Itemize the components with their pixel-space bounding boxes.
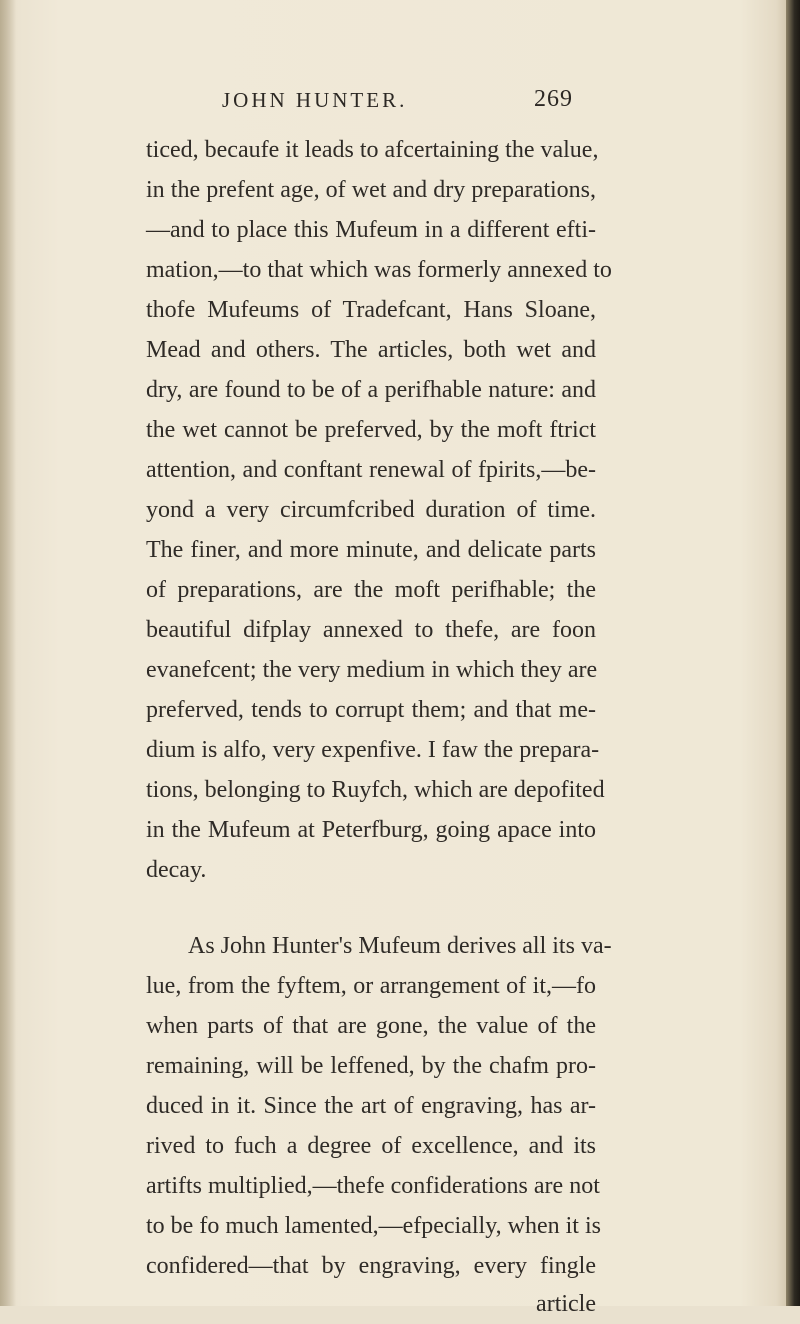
text-line: yond a very circumfcribed duration of time. [146,497,596,523]
text-line: rived to fuch a degree of excellence, and its [146,1133,596,1159]
text-line: duced in it. Since the art of engraving, has ar- [146,1093,596,1119]
text-line: decay. [146,857,207,883]
text-line: remaining, will be leffened, by the chafm pro- [146,1053,596,1079]
text-line: dium is alfo, very expenfive. I faw the prepara- [146,737,600,763]
text-line: when parts of that are gone, the value of the [146,1013,596,1039]
text-line: in the prefent age, of wet and dry preparations, [146,177,596,203]
text-line: beautiful difplay annexed to thefe, are foon [146,617,596,643]
text-line: dry, are found to be of a perifhable nature: and [146,377,596,403]
text-line: preferved, tends to corrupt them; and that me- [146,697,596,723]
catchword: article [536,1291,596,1317]
text-line: the wet cannot be preferved, by the moft ftrict [146,417,596,443]
running-head: JOHN HUNTER. [222,88,408,112]
text-line: tions, belonging to Ruyfch, which are depofited [146,777,605,803]
page-header [0,82,800,118]
text-line: thofe Mufeums of Tradefcant, Hans Sloane, [146,297,596,323]
text-line: confidered—that by engraving, every fingle [146,1253,596,1279]
text-line: attention, and conftant renewal of fpirits,—be- [146,457,596,483]
page-number: 269 [534,86,573,112]
text-line: artifts multiplied,—thefe confiderations are not [146,1173,600,1199]
text-line: —and to place this Mufeum in a different efti- [146,217,596,243]
text-line: to be fo much lamented,—efpecially, when it is [146,1213,601,1239]
text-line: ticed, becaufe it leads to afcertaining the value, [146,137,599,163]
text-line: The finer, and more minute, and delicate parts [146,537,596,563]
text-line: in the Mufeum at Peterfburg, going apace into [146,817,596,843]
text-line: evanefcent; the very medium in which they are [146,657,598,683]
gutter-shadow [0,0,16,1306]
paragraph-start-line: As John Hunter's Mufeum derives all its va- [188,933,612,959]
page-edge [786,0,800,1306]
text-line: mation,—to that which was formerly annexed to [146,257,612,283]
text-line: of preparations, are the moft perifhable; the [146,577,596,603]
text-line: Mead and others. The articles, both wet and [146,337,596,363]
text-line: lue, from the fyftem, or arrangement of it,—fo [146,973,596,999]
